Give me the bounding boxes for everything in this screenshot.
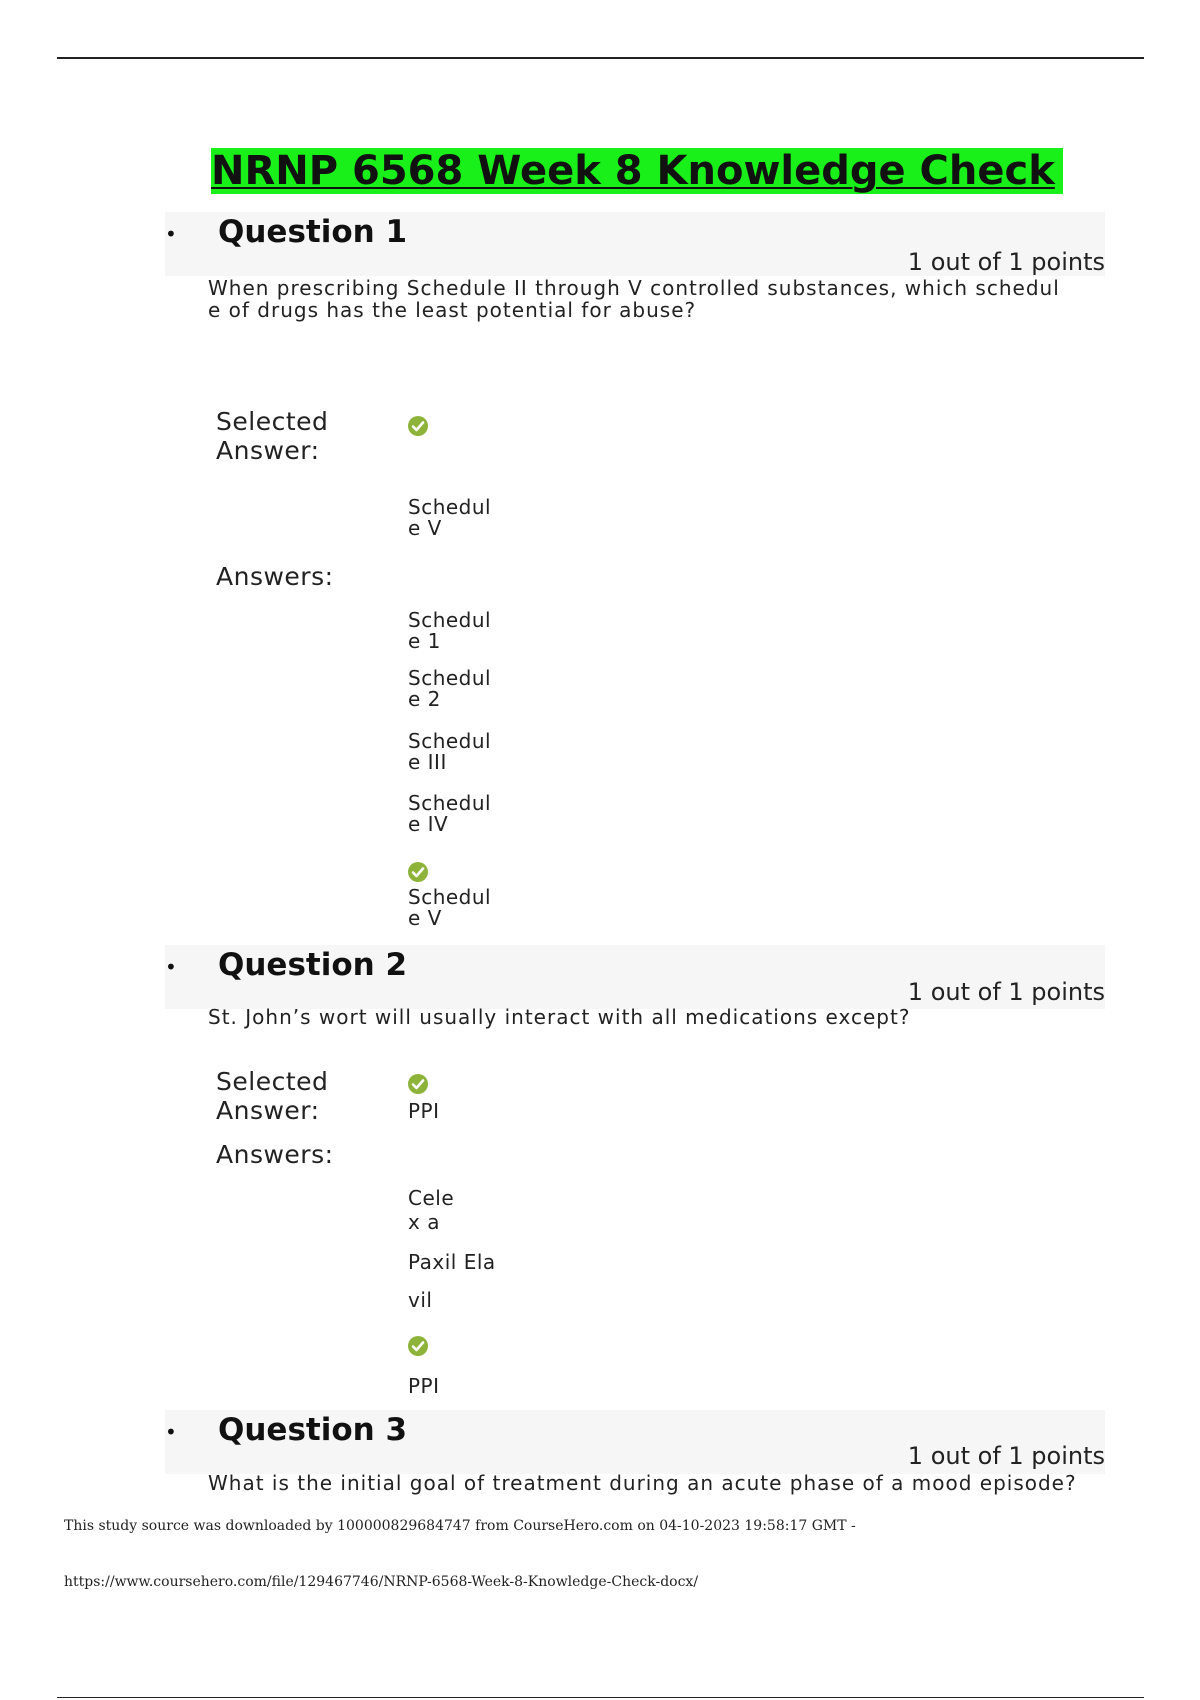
question-1-header <box>165 212 1105 276</box>
top-rule <box>57 57 1144 59</box>
question-2-title: Question 2 <box>218 947 408 983</box>
bullet: • <box>165 222 177 246</box>
question-2-text: St. John’s wort will usually interact with all medications except? <box>208 1005 911 1029</box>
source-url: https://www.coursehero.com/file/129467746/NRNP-6568-Week-8-Knowledge-Check-docx/ <box>64 1574 699 1590</box>
check-circle-icon <box>408 862 428 882</box>
question-3-points: 1 out of 1 points <box>907 1442 1105 1470</box>
document-title: NRNP 6568 Week 8 Knowledge Check <box>211 148 1063 194</box>
question-1-points: 1 out of 1 points <box>907 248 1105 276</box>
question-2-header <box>165 945 1105 1009</box>
question-1-answer-5: Schedul e V <box>408 885 492 930</box>
question-2-answers-label: Answers: <box>216 1140 334 1169</box>
bullet: • <box>165 955 177 979</box>
question-1-answer-3: Schedul e III <box>408 729 492 774</box>
check-circle-icon <box>408 1336 428 1356</box>
question-2-selected-answer: PPI <box>408 1099 440 1123</box>
question-1-answer-2: Schedul e 2 <box>408 666 492 711</box>
question-2-answer-3: vil <box>408 1288 433 1312</box>
question-3-text: What is the initial goal of treatment during an acute phase of a mood episode? <box>208 1471 1077 1495</box>
question-2-points: 1 out of 1 points <box>907 978 1105 1006</box>
bullet: • <box>165 1420 177 1444</box>
question-2-answer-4: PPI <box>408 1374 440 1398</box>
question-1-answer-1: Schedul e 1 <box>408 608 492 653</box>
download-notice: This study source was downloaded by 100000829684747 from CourseHero.com on 04-10-2023 19:58:17 GMT - <box>64 1518 856 1534</box>
question-1-text: When prescribing Schedule II through V controlled substances, which schedul e of drugs has the least potential for abuse? <box>208 276 1060 322</box>
check-circle-icon <box>408 416 428 436</box>
question-3-title: Question 3 <box>218 1412 408 1448</box>
question-2-selected-label: Selected Answer: <box>216 1067 329 1125</box>
question-1-answers-label: Answers: <box>216 562 334 591</box>
question-1-title: Question 1 <box>218 214 408 250</box>
question-2-answer-2: Paxil Ela <box>408 1250 496 1274</box>
question-1-selected-label: Selected Answer: <box>216 407 329 465</box>
question-1-selected-answer: Schedul e V <box>408 495 492 540</box>
bottom-rule <box>57 1697 1144 1698</box>
check-circle-icon <box>408 1074 428 1094</box>
question-1-answer-4: Schedul e IV <box>408 791 492 836</box>
question-3-header <box>165 1410 1105 1474</box>
question-2-answer-1: Cele x a <box>408 1186 455 1234</box>
